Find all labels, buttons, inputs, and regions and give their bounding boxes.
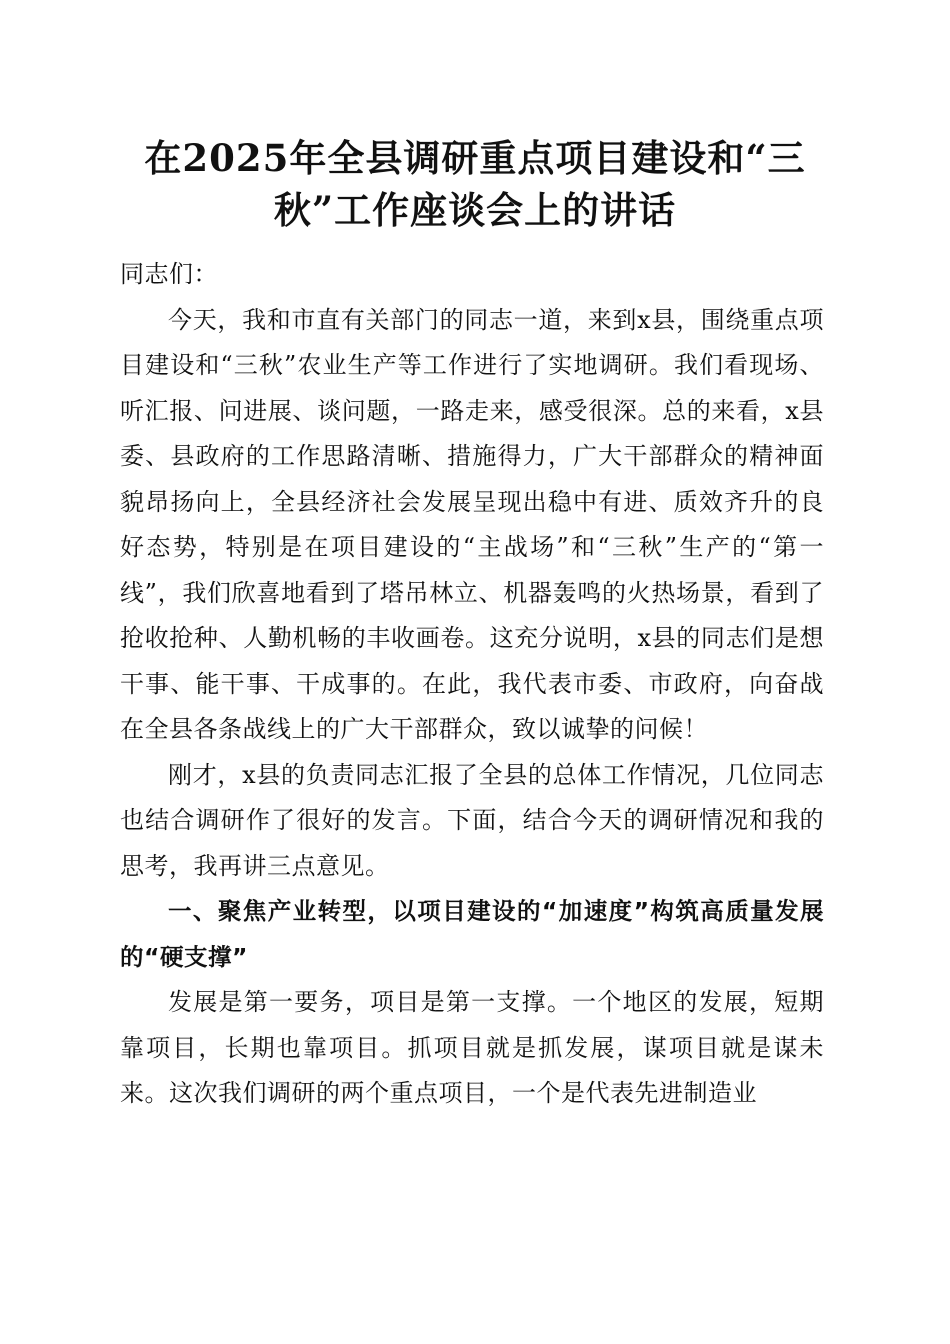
salutation: 同志们： — [120, 260, 218, 288]
title-line-1: 在2025年全县调研重点项目建设和“三 — [144, 136, 806, 180]
paragraph-transition: 刚才，x县的负责同志汇报了全县的总体工作情况，几位同志也结合调研作了很好的发言。下面，结合今天的调研情况和我的思考，我再讲三点意见。 — [120, 760, 824, 880]
paragraph-section-1: 发展是第一要务，项目是第一支撑。一个地区的发展，短期靠项目，长期也靠项目。抓项目就是抓发展，谋项目就是谋未来。这次我们调研的两个重点项目，一个是代表先进制造业 — [120, 988, 824, 1107]
document-title — [120, 132, 830, 236]
title-line-2: 秋”工作座谈会上的讲话 — [273, 188, 677, 232]
paragraph-opening: 今天，我和市直有关部门的同志一道，来到x县，围绕重点项目建设和“三秋”农业生产等工作进行了实地调研。我们看现场、听汇报、问进展、谈问题，一路走来，感受很深。总的来看，x县委、县政府的工作思路清晰、措施得力，广大干部群众的精神面貌昂扬向上，全县经济社会发展呈现出稳中有进、质效齐升的良好态势，特别是在项目建设的“主战场”和“三秋”生产的“第一线”，我们欣喜地看到了塔吊林立、机器轰鸣的火热场景，看到了抢收抢种、人勤机畅的丰收画卷。这充分说明，x县的同志们是想干事、能干事、干成事的。在此，我代表市委、市政府，向奋战在全县各条战线上的广大干部群众，致以诚挚的问候！ — [120, 305, 824, 743]
document-body — [120, 252, 824, 1117]
section-heading-1: 一、聚焦产业转型，以项目建设的“加速度”构筑高质量发展的“硬支撑” — [120, 897, 824, 971]
